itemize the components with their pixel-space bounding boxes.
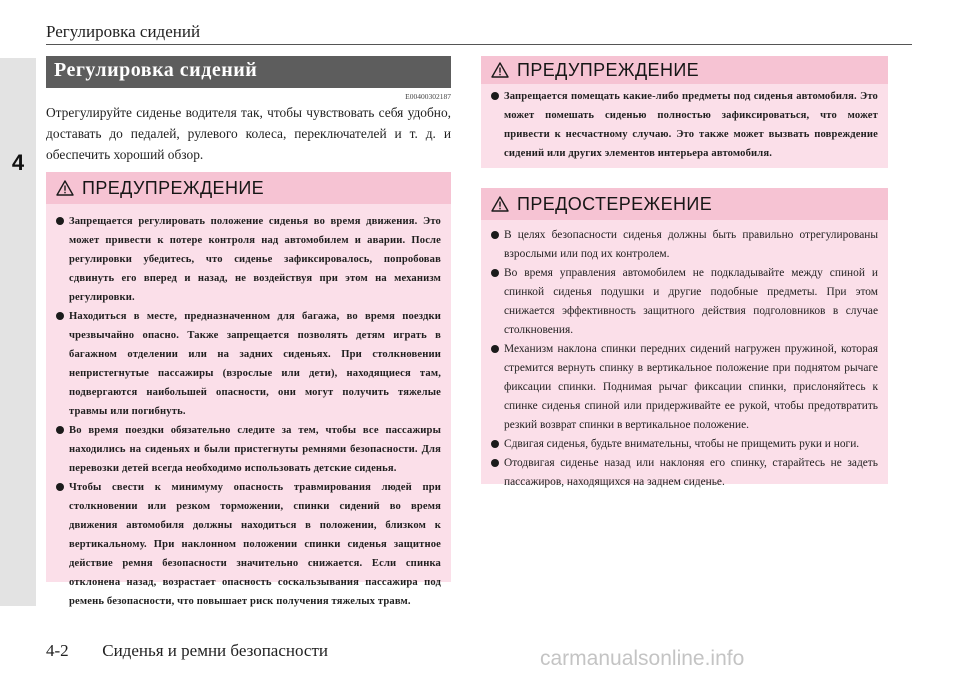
list-item: Отодвигая сиденье назад или наклоняя его спинку, старайтесь не задеть пассажиров, находящихся на заднем сиденье.: [491, 454, 878, 492]
chapter-side-tab: [0, 58, 36, 606]
page-number: 4-2: [46, 641, 69, 660]
bullet-icon: [491, 231, 499, 239]
warning-box-right: [481, 56, 888, 168]
site-watermark: carmanualsonline.info: [540, 647, 745, 670]
list-item: Находиться в месте, предназначенном для багажа, во время поездки чрезвычайно опасно. Также запрещается позволять детям играть в багажном отделении или на задних сиденьях. При столкновении непристегнутые пассажиры (взрослые или дети), находящиеся там, подвергаются наибольшей опасности, они могут получить тяжелые травмы или погибнуть.: [56, 307, 441, 421]
warning-triangle-icon: [491, 62, 509, 78]
bullet-icon: [491, 440, 499, 448]
list-item: Во время поездки обязательно следите за тем, чтобы все пассажиры находились на сиденьях и были пристегнуты ремнями безопасности. Для перевозки детей всегда необходимо использовать детские сиденья.: [56, 421, 441, 478]
bullet-icon: [491, 459, 499, 467]
bullet-icon: [491, 92, 499, 100]
bullet-icon: [56, 217, 64, 225]
warning-right-list: [481, 84, 888, 167]
warning-triangle-icon: [56, 180, 74, 196]
page-footer: [46, 641, 328, 661]
bullet-icon: [491, 345, 499, 353]
chapter-number: 4: [11, 150, 25, 175]
warning-box-left-title: ПРЕДУПРЕЖДЕНИЕ: [82, 177, 265, 198]
caution-box-header: [481, 188, 888, 220]
caution-box-title: ПРЕДОСТЕРЕЖЕНИЕ: [517, 193, 713, 214]
warning-box-right-header: [481, 56, 888, 84]
caution-box-right: [481, 188, 888, 488]
header-divider: [46, 44, 912, 45]
list-item: Запрещается помещать какие-либо предметы под сиденья автомобиля. Это может помешать сиденью полностью зафиксироваться, что может привести к несчастному случаю. Это также может вызвать повреждение сидений или других элементов интерьера автомобиля.: [491, 87, 878, 163]
bullet-icon: [56, 426, 64, 434]
warning-box-left-header: [46, 172, 451, 204]
bullet-icon: [56, 312, 64, 320]
warning-box-left: [46, 172, 451, 607]
caution-list: [481, 220, 888, 496]
list-item: Механизм наклона спинки передних сидений нагружен пружиной, которая стремится вернуть спинку в вертикальное положение при поднятом рычаге фиксации спинки. Поднимая рычаг фиксации спинки, прислоняйтесь к спинке сиденья спиной или придерживайте ее рукой, чтобы предотвратить резкий возврат спинки в вертикальное положение.: [491, 340, 878, 435]
running-header-title: Регулировка сидений: [46, 22, 201, 41]
section-title: Регулировка сидений: [46, 56, 451, 88]
list-item: Запрещается регулировать положение сиденья во время движения. Это может привести к потере контроля над автомобилем и аварии. После регулировки убедитесь, что сиденье зафиксировалось, попробовав сдвинуть его вперед и назад, не воздействуя при этом на механизм регулировки.: [56, 212, 441, 307]
list-item: Сдвигая сиденья, будьте внимательны, чтобы не прищемить руки и ноги.: [491, 435, 878, 454]
section-code: E00400302187: [405, 92, 451, 101]
bullet-icon: [56, 483, 64, 491]
intro-paragraph: Отрегулируйте сиденье водителя так, чтобы чувствовать себя удобно, доставать до педалей, рулевого колеса, переключателей и т. д. и обеспечить хороший обзор.: [46, 105, 451, 162]
warning-left-list: [46, 204, 451, 615]
bullet-icon: [491, 269, 499, 277]
list-item: Чтобы свести к минимуму опасность травмирования людей при столкновении или резком торможении, спинки сидений во время движения автомобиля должны находиться в положении, близком к вертикальному. При наклонном положении спинки сиденья защитное действие ремня безопасности значительно снижается. Если спинка отклонена назад, возрастает опасность соскальзывания пассажира под ремень безопасности, что повышает риск получения тяжелых травм.: [56, 478, 441, 611]
list-item: В целях безопасности сиденья должны быть правильно отрегулированы взрослыми или под их контролем.: [491, 226, 878, 264]
footer-chapter-title: Сиденья и ремни безопасности: [102, 641, 328, 660]
warning-triangle-icon: [491, 196, 509, 212]
warning-box-right-title: ПРЕДУПРЕЖДЕНИЕ: [517, 59, 700, 80]
list-item: Во время управления автомобилем не подкладывайте между спиной и спинкой сиденья подушки и другие подобные предметы. При этом снижается эффективность защитного действия подголовников в случае столкновения.: [491, 264, 878, 340]
